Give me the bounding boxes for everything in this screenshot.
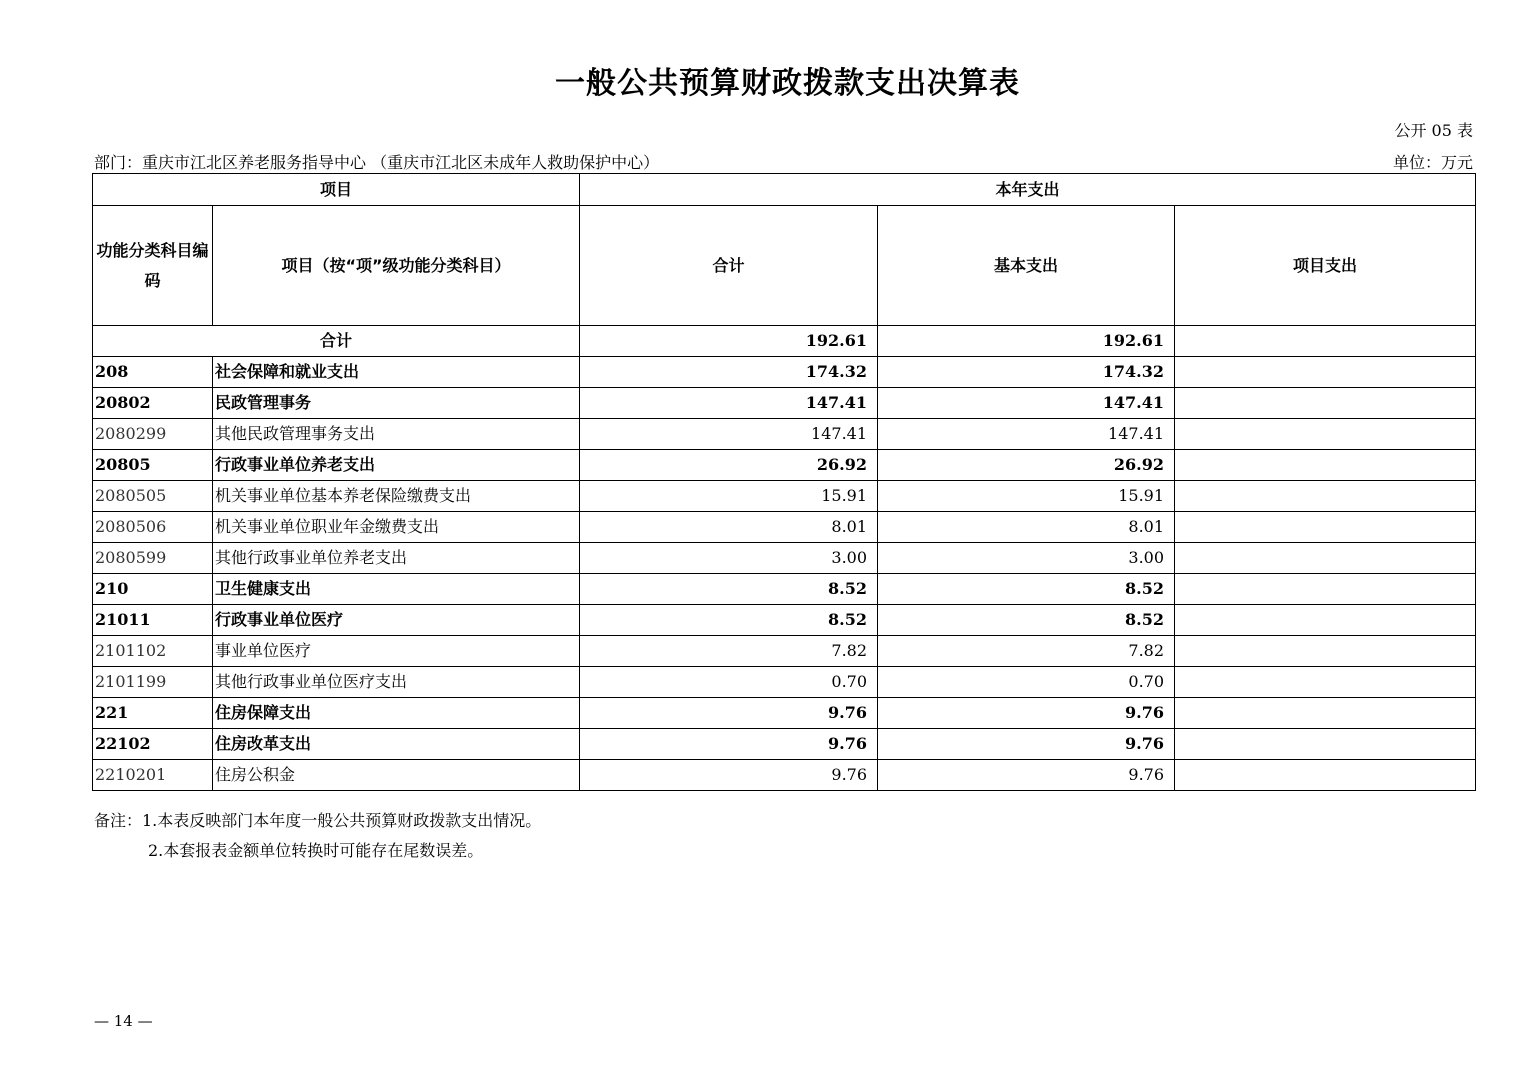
row-code: 20802 bbox=[93, 388, 213, 419]
row-project bbox=[1175, 667, 1476, 698]
row-total: 7.82 bbox=[580, 636, 878, 667]
row-basic: 9.76 bbox=[878, 698, 1175, 729]
expenditure-table bbox=[92, 173, 1476, 791]
page-title: 一般公共预算财政拨款支出决算表 bbox=[555, 66, 1020, 101]
row-basic: 147.41 bbox=[878, 388, 1175, 419]
row-name: 行政事业单位医疗 bbox=[213, 605, 580, 636]
row-basic: 147.41 bbox=[878, 419, 1175, 450]
row-name: 住房公积金 bbox=[213, 760, 580, 791]
header-project-expense: 项目支出 bbox=[1175, 206, 1476, 326]
row-code: 2080505 bbox=[93, 481, 213, 512]
row-code: 2080599 bbox=[93, 543, 213, 574]
row-code: 210 bbox=[93, 574, 213, 605]
row-code: 2210201 bbox=[93, 760, 213, 791]
table-row bbox=[93, 667, 1476, 698]
row-name: 住房改革支出 bbox=[213, 729, 580, 760]
unit-label: 单位：万元 bbox=[1392, 153, 1473, 172]
row-project bbox=[1175, 636, 1476, 667]
total-amount: 192.61 bbox=[580, 326, 878, 357]
row-name: 机关事业单位职业年金缴费支出 bbox=[213, 512, 580, 543]
row-name: 行政事业单位养老支出 bbox=[213, 450, 580, 481]
row-code: 221 bbox=[93, 698, 213, 729]
row-code: 208 bbox=[93, 357, 213, 388]
table-row bbox=[93, 481, 1476, 512]
table-row bbox=[93, 636, 1476, 667]
row-basic: 9.76 bbox=[878, 760, 1175, 791]
note-line-1: 备注：1.本表反映部门本年度一般公共预算财政拨款支出情况。 bbox=[94, 811, 542, 830]
row-code: 2080299 bbox=[93, 419, 213, 450]
row-name: 机关事业单位基本养老保险缴费支出 bbox=[213, 481, 580, 512]
row-basic: 15.91 bbox=[878, 481, 1175, 512]
row-total: 9.76 bbox=[580, 760, 878, 791]
row-total: 174.32 bbox=[580, 357, 878, 388]
row-basic: 7.82 bbox=[878, 636, 1175, 667]
row-basic: 174.32 bbox=[878, 357, 1175, 388]
row-code: 22102 bbox=[93, 729, 213, 760]
table-row bbox=[93, 357, 1476, 388]
header-code: 功能分类科目编码 bbox=[93, 206, 213, 326]
row-basic: 0.70 bbox=[878, 667, 1175, 698]
row-basic: 9.76 bbox=[878, 729, 1175, 760]
table-row bbox=[93, 543, 1476, 574]
row-total: 147.41 bbox=[580, 419, 878, 450]
row-name: 其他民政管理事务支出 bbox=[213, 419, 580, 450]
table-row bbox=[93, 512, 1476, 543]
row-total: 9.76 bbox=[580, 698, 878, 729]
row-project bbox=[1175, 605, 1476, 636]
row-project bbox=[1175, 543, 1476, 574]
row-project bbox=[1175, 729, 1476, 760]
table-row bbox=[93, 419, 1476, 450]
row-code: 21011 bbox=[93, 605, 213, 636]
row-code: 2101102 bbox=[93, 636, 213, 667]
row-basic: 26.92 bbox=[878, 450, 1175, 481]
row-project bbox=[1175, 760, 1476, 791]
header-project: 项目 bbox=[93, 174, 580, 206]
row-project bbox=[1175, 388, 1476, 419]
header-basic: 基本支出 bbox=[878, 206, 1175, 326]
table-row bbox=[93, 605, 1476, 636]
table-row bbox=[93, 574, 1476, 605]
row-total: 15.91 bbox=[580, 481, 878, 512]
header-name: 项目（按“项”级功能分类科目） bbox=[213, 206, 580, 326]
row-project bbox=[1175, 512, 1476, 543]
row-project bbox=[1175, 698, 1476, 729]
row-total: 8.01 bbox=[580, 512, 878, 543]
row-project bbox=[1175, 357, 1476, 388]
row-code: 2080506 bbox=[93, 512, 213, 543]
row-total: 8.52 bbox=[580, 605, 878, 636]
row-name: 其他行政事业单位养老支出 bbox=[213, 543, 580, 574]
row-project bbox=[1175, 419, 1476, 450]
row-total: 9.76 bbox=[580, 729, 878, 760]
table-row bbox=[93, 388, 1476, 419]
row-name: 事业单位医疗 bbox=[213, 636, 580, 667]
form-number: 公开 05 表 bbox=[1394, 121, 1473, 140]
table-row bbox=[93, 698, 1476, 729]
header-current-year: 本年支出 bbox=[580, 174, 1476, 206]
total-row bbox=[93, 326, 1476, 357]
row-name: 住房保障支出 bbox=[213, 698, 580, 729]
notes bbox=[94, 806, 541, 866]
total-basic: 192.61 bbox=[878, 326, 1175, 357]
row-total: 26.92 bbox=[580, 450, 878, 481]
table-row bbox=[93, 729, 1476, 760]
table-row bbox=[93, 450, 1476, 481]
department-label: 部门：重庆市江北区养老服务指导中心 （重庆市江北区未成年人救助保护中心） bbox=[94, 153, 660, 172]
row-name: 其他行政事业单位医疗支出 bbox=[213, 667, 580, 698]
row-code: 20805 bbox=[93, 450, 213, 481]
header-total: 合计 bbox=[580, 206, 878, 326]
total-label: 合计 bbox=[93, 326, 580, 357]
total-project bbox=[1175, 326, 1476, 357]
row-name: 民政管理事务 bbox=[213, 388, 580, 419]
row-basic: 3.00 bbox=[878, 543, 1175, 574]
row-total: 8.52 bbox=[580, 574, 878, 605]
row-basic: 8.52 bbox=[878, 574, 1175, 605]
row-basic: 8.52 bbox=[878, 605, 1175, 636]
row-project bbox=[1175, 481, 1476, 512]
row-name: 社会保障和就业支出 bbox=[213, 357, 580, 388]
note-line-2: 2.本套报表金额单位转换时可能存在尾数误差。 bbox=[148, 841, 484, 860]
row-name: 卫生健康支出 bbox=[213, 574, 580, 605]
row-basic: 8.01 bbox=[878, 512, 1175, 543]
row-total: 0.70 bbox=[580, 667, 878, 698]
table-row bbox=[93, 760, 1476, 791]
row-total: 147.41 bbox=[580, 388, 878, 419]
row-code: 2101199 bbox=[93, 667, 213, 698]
header-row-1 bbox=[93, 174, 1476, 206]
row-project bbox=[1175, 574, 1476, 605]
header-row-2 bbox=[93, 206, 1476, 326]
page-number: — 14 — bbox=[94, 1012, 153, 1030]
row-total: 3.00 bbox=[580, 543, 878, 574]
row-project bbox=[1175, 450, 1476, 481]
